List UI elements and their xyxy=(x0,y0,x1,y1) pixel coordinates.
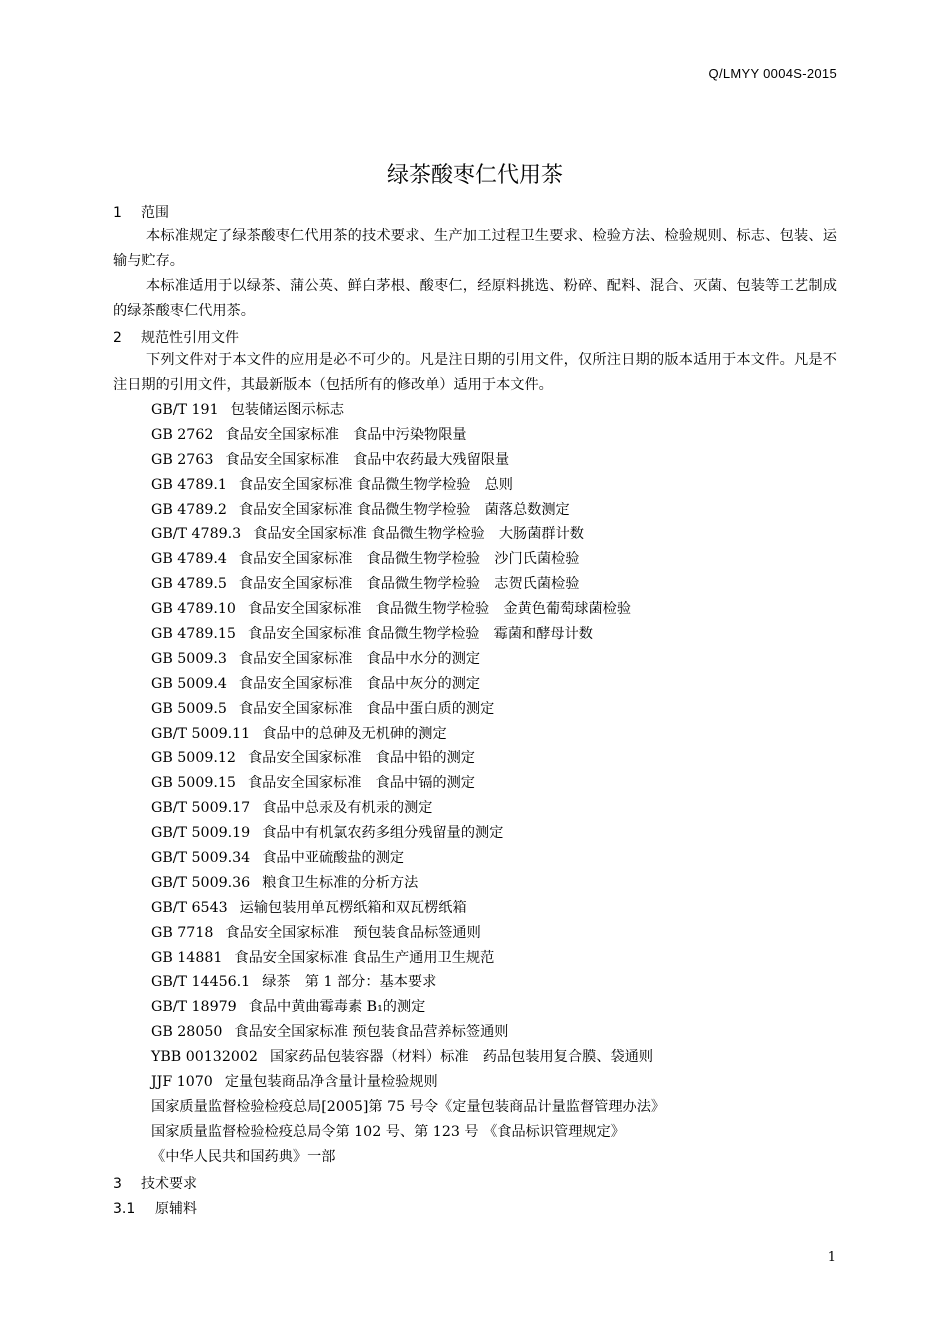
section-2-heading xyxy=(113,327,239,347)
reference-code: GB/T 5009.34 xyxy=(151,850,251,867)
reference-title: 食品安全国家标准 食品微生物学检验 大肠菌群计数 xyxy=(253,526,584,543)
reference-item xyxy=(151,896,665,921)
reference-title: 《中华人民共和国药典》一部 xyxy=(151,1148,336,1165)
reference-code: GB 4789.4 xyxy=(151,551,227,568)
reference-title: 食品安全国家标准 食品中镉的测定 xyxy=(247,775,475,792)
reference-title: 食品安全国家标准 食品微生物学检验 金黄色葡萄球菌检验 xyxy=(247,601,632,618)
reference-code: GB 5009.5 xyxy=(151,700,227,717)
section-number: 3 xyxy=(113,1176,122,1192)
reference-item xyxy=(151,1095,665,1120)
reference-item xyxy=(151,1020,665,1045)
section-title: 规范性引用文件 xyxy=(141,330,239,346)
reference-item xyxy=(151,771,665,796)
document-title: 绿茶酸枣仁代用茶 xyxy=(386,163,563,188)
reference-item xyxy=(151,796,665,821)
reference-title: 食品安全国家标准 食品中灰分的测定 xyxy=(238,675,481,692)
reference-item xyxy=(151,522,665,547)
reference-item xyxy=(151,572,665,597)
reference-item xyxy=(151,423,665,448)
reference-title: 国家药品包装容器（材料）标准 药品包装用复合膜、袋通则 xyxy=(269,1049,654,1066)
reference-title: 食品安全国家标准 预包装食品标签通则 xyxy=(225,924,481,941)
reference-item xyxy=(151,846,665,871)
reference-item xyxy=(151,473,665,498)
reference-title: 食品中黄曲霉毒素 B₁的测定 xyxy=(248,999,426,1016)
reference-item xyxy=(151,946,665,971)
reference-code: GB/T 18979 xyxy=(151,999,237,1016)
reference-title: 国家质量监督检验检疫总局令第 102 号、第 123 号 《食品标识管理规定》 xyxy=(151,1123,625,1140)
reference-item xyxy=(151,597,665,622)
reference-title: 食品安全国家标准 食品微生物学检验 霉菌和酵母计数 xyxy=(247,626,593,643)
reference-item xyxy=(151,398,665,423)
reference-title: 食品安全国家标准 预包装食品营养标签通则 xyxy=(234,1024,509,1041)
reference-item xyxy=(151,622,665,647)
reference-code: GB/T 6543 xyxy=(151,899,228,916)
reference-item xyxy=(151,1070,665,1095)
reference-code: GB/T 14456.1 xyxy=(151,974,251,991)
reference-title: 食品中亚硫酸盐的测定 xyxy=(262,850,405,867)
paragraph: 本标准适用于以绿茶、蒲公英、鲜白茅根、酸枣仁，经原料挑选、粉碎、配料、混合、灭菌、包装等工艺制成的绿茶酸枣仁代用茶。 xyxy=(113,278,837,319)
reference-title: 运输包装用单瓦楞纸箱和双瓦楞纸箱 xyxy=(239,899,467,916)
reference-title: 食品安全国家标准 食品中农药最大残留限量 xyxy=(225,451,510,468)
reference-title: 食品中总汞及有机汞的测定 xyxy=(262,800,433,817)
section-number: 1 xyxy=(113,205,122,221)
reference-title: 食品安全国家标准 食品微生物学检验 沙门氏菌检验 xyxy=(238,551,580,568)
reference-code: GB 5009.3 xyxy=(151,650,227,667)
reference-item xyxy=(151,1145,665,1170)
reference-title: 定量包装商品净含量计量检验规则 xyxy=(224,1074,438,1091)
reference-item xyxy=(151,498,665,523)
section-3-heading xyxy=(113,1173,197,1193)
reference-item xyxy=(151,970,665,995)
reference-item xyxy=(151,1120,665,1145)
reference-code: GB 4789.10 xyxy=(151,601,236,618)
reference-item xyxy=(151,1045,665,1070)
reference-title: 食品中的总砷及无机砷的测定 xyxy=(262,725,447,742)
reference-code: GB/T 5009.36 xyxy=(151,874,251,891)
reference-code: GB/T 5009.17 xyxy=(151,800,251,817)
page-number: 1 xyxy=(827,1250,836,1265)
section-title: 技术要求 xyxy=(141,1176,197,1192)
reference-code: GB/T 5009.11 xyxy=(151,725,251,742)
reference-code: YBB 00132002 xyxy=(151,1049,258,1066)
reference-item xyxy=(151,995,665,1020)
reference-title: 食品安全国家标准 食品中水分的测定 xyxy=(238,650,481,667)
reference-code: GB 14881 xyxy=(151,949,223,966)
reference-item xyxy=(151,547,665,572)
reference-item xyxy=(151,746,665,771)
reference-item xyxy=(151,871,665,896)
reference-code: GB 28050 xyxy=(151,1024,223,1041)
reference-code: GB 5009.4 xyxy=(151,675,227,692)
reference-item xyxy=(151,821,665,846)
reference-title: 国家质量监督检验检疫总局[2005]第 75 号令《定量包装商品计量监督管理办法》 xyxy=(151,1098,666,1115)
reference-code: GB 7718 xyxy=(151,924,214,941)
document-code: Q/LMYY 0004S-2015 xyxy=(708,66,837,81)
reference-code: GB/T 191 xyxy=(151,402,219,418)
reference-title: 食品安全国家标准 食品微生物学检验 菌落总数测定 xyxy=(238,501,570,518)
reference-code: GB 4789.5 xyxy=(151,576,227,593)
reference-item xyxy=(151,921,665,946)
reference-item xyxy=(151,647,665,672)
subsection-title: 原辅料 xyxy=(155,1201,197,1217)
reference-title: 包装储运图示标志 xyxy=(230,402,345,418)
reference-title: 食品安全国家标准 食品微生物学检验 总则 xyxy=(238,476,513,493)
reference-item xyxy=(151,448,665,473)
reference-item xyxy=(151,697,665,722)
reference-title: 食品安全国家标准 食品中污染物限量 xyxy=(225,426,467,443)
reference-title: 粮食卫生标准的分析方法 xyxy=(262,874,419,891)
reference-code: GB 4789.15 xyxy=(151,626,236,643)
reference-code: GB 5009.15 xyxy=(151,775,236,792)
section-number: 2 xyxy=(113,330,122,346)
section-1-heading xyxy=(113,202,169,222)
reference-code: GB 5009.12 xyxy=(151,750,236,767)
reference-item xyxy=(151,672,665,697)
reference-code: GB 2763 xyxy=(151,451,214,468)
reference-code: GB 4789.1 xyxy=(151,476,227,493)
reference-title: 食品安全国家标准 食品生产通用卫生规范 xyxy=(234,949,495,966)
reference-code: JJF 1070 xyxy=(151,1074,213,1091)
paragraph: 本标准规定了绿茶酸枣仁代用茶的技术要求、生产加工过程卫生要求、检验方法、检验规则、标志、包装、运输与贮存。 xyxy=(113,228,837,269)
paragraph: 下列文件对于本文件的应用是必不可少的。凡是注日期的引用文件，仅所注日期的版本适用于本文件。凡是不注日期的引用文件，其最新版本（包括所有的修改单）适用于本文件。 xyxy=(113,352,837,393)
reference-item xyxy=(151,722,665,747)
reference-title: 食品中有机氯农药多组分残留量的测定 xyxy=(262,825,504,842)
reference-code: GB/T 5009.19 xyxy=(151,825,251,842)
reference-list xyxy=(151,398,665,1170)
reference-title: 食品安全国家标准 食品中蛋白质的测定 xyxy=(238,700,495,717)
reference-code: GB/T 4789.3 xyxy=(151,526,242,543)
reference-title: 绿茶 第 1 部分：基本要求 xyxy=(262,974,437,991)
reference-title: 食品安全国家标准 食品中铅的测定 xyxy=(247,750,475,767)
reference-title: 食品安全国家标准 食品微生物学检验 志贺氏菌检验 xyxy=(238,576,580,593)
reference-code: GB 4789.2 xyxy=(151,501,227,518)
section-title: 范围 xyxy=(141,205,169,221)
subsection-3-1-heading xyxy=(113,1198,197,1218)
subsection-number: 3.1 xyxy=(113,1201,136,1217)
reference-code: GB 2762 xyxy=(151,426,214,443)
